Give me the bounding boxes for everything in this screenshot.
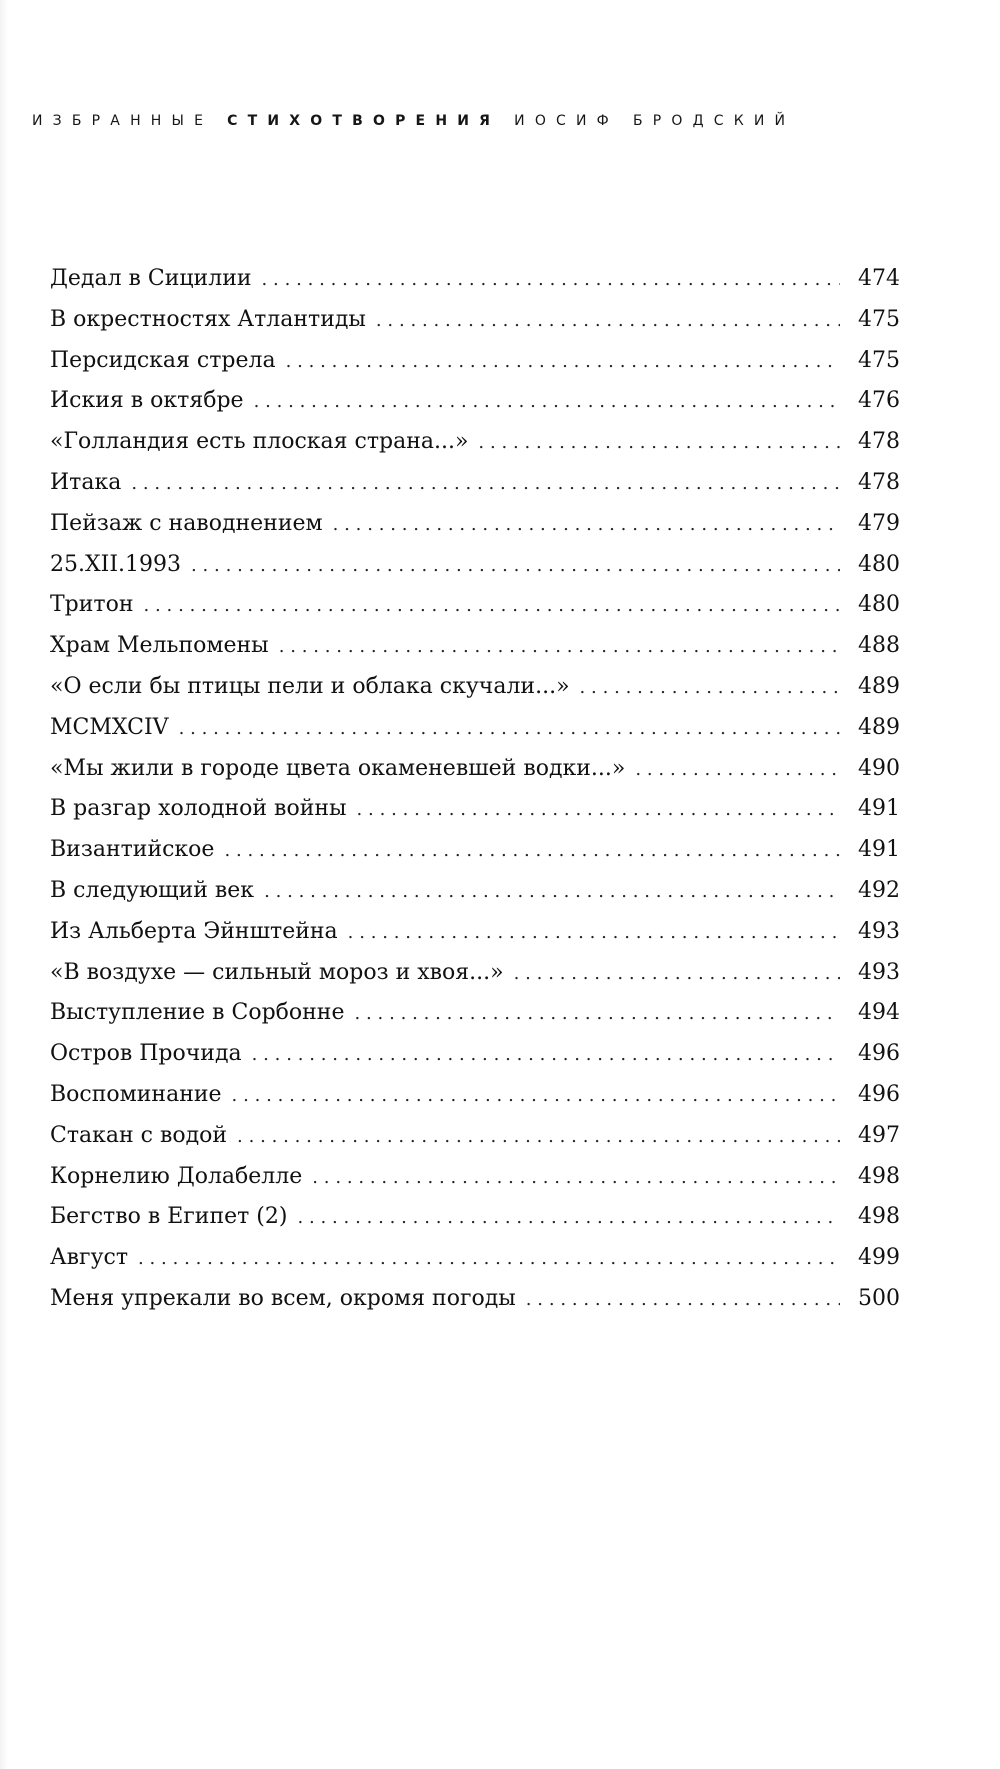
toc-leader-dots [357,790,840,831]
toc-entry [50,953,900,994]
toc-entry-title: Остров Прочида [50,1041,242,1067]
running-head [32,109,932,133]
toc-entry [50,912,900,953]
running-head-author-first: ИОСИФ [514,113,619,129]
toc-entry-title: Воспоминание [50,1081,222,1107]
toc-entry [50,1034,900,1075]
toc-entry-page: 497 [858,1122,900,1148]
toc-leader-dots [297,1198,840,1239]
toc-leader-dots [526,1280,840,1321]
toc-entry [50,341,900,382]
toc-entry [50,993,900,1034]
toc-entry-page: 496 [858,1081,900,1107]
toc-leader-dots [262,260,840,301]
toc-leader-dots [237,1117,840,1158]
toc-leader-dots [191,546,840,587]
toc-entry [50,300,900,341]
toc-entry [50,1116,900,1157]
toc-entry-title: 25.XII.1993 [50,551,182,577]
toc-entry-page: 493 [858,918,900,944]
toc-entry-page: 491 [858,796,900,822]
toc-entry-title: Стакан с водой [50,1122,228,1148]
toc-entry [50,830,900,871]
toc-entry-title: Корнелию Долабелле [50,1163,303,1189]
toc-leader-dots [279,627,840,668]
toc-leader-dots [376,301,840,342]
toc-entry-page: 478 [858,469,900,495]
toc-entry-page: 480 [858,592,900,618]
toc-entry-title: Дедал в Сицилии [50,266,252,291]
toc-entry-title: Храм Мельпомены [50,633,269,659]
toc-entry-page: 491 [858,837,900,863]
toc-entry-title: Византийское [50,837,215,863]
toc-leader-dots [232,1076,840,1117]
toc-entry-page: 500 [858,1285,900,1311]
toc-entry [50,504,900,545]
toc-entry-title: Пейзаж с наводнением [50,510,323,536]
toc-entry-page: 488 [858,633,900,659]
table-of-contents [50,259,900,1320]
toc-entry-title: «Мы жили в городе цвета окаменевшей водки...» [50,755,626,781]
toc-leader-dots [333,505,840,546]
toc-leader-dots [144,586,841,627]
running-head-collection: ИЗБРАННЫЕ [32,113,214,129]
toc-entry-title: Тритон [50,592,134,618]
toc-entry-title: «В воздухе — сильный мороз и хвоя...» [50,959,504,985]
toc-entry-title: «Голландия есть плоская страна...» [50,429,469,455]
toc-leader-dots [224,831,840,872]
toc-leader-dots [264,872,840,913]
toc-leader-dots [138,1239,840,1280]
toc-leader-dots [254,382,840,423]
toc-entry-title: Август [50,1245,129,1271]
toc-leader-dots [580,668,840,709]
toc-leader-dots [179,709,840,750]
toc-entry-page: 476 [858,388,900,414]
toc-entry-page: 479 [858,510,900,536]
toc-leader-dots [131,464,840,505]
toc-entry-page: 475 [858,306,900,332]
toc-leader-dots [252,1035,840,1076]
toc-entry [50,1238,900,1279]
toc-entry [50,1075,900,1116]
toc-entry-title: Из Альберта Эйнштейна [50,918,338,944]
toc-entry-page: 489 [858,714,900,740]
toc-entry [50,463,900,504]
toc-entry-page: 496 [858,1041,900,1067]
toc-entry-title: Бегство в Египет (2) [50,1204,288,1230]
toc-entry [50,749,900,790]
toc-entry [50,585,900,626]
toc-entry [50,667,900,708]
toc-leader-dots [514,954,840,995]
toc-entry [50,626,900,667]
toc-entry [50,789,900,830]
toc-entry-page: 493 [858,959,900,985]
toc-entry-page: 498 [858,1204,900,1230]
toc-leader-dots [355,994,841,1035]
toc-entry [50,422,900,463]
toc-entry-page: 498 [858,1163,900,1189]
toc-leader-dots [286,342,840,383]
toc-entry-title: Иския в октябре [50,388,244,414]
toc-entry [50,545,900,586]
toc-entry [50,1197,900,1238]
toc-leader-dots [635,750,840,791]
toc-entry [50,1279,900,1320]
toc-leader-dots [312,1158,840,1199]
toc-entry [50,708,900,749]
toc-entry-title: «О если бы птицы пели и облака скучали...» [50,673,570,699]
toc-entry-page: 499 [858,1245,900,1271]
toc-entry [50,381,900,422]
toc-leader-dots [348,913,840,954]
toc-entry-page: 474 [858,266,900,291]
toc-entry-title: Выступление в Сорбонне [50,1000,345,1026]
toc-entry-page: 490 [858,755,900,781]
toc-entry-title: В окрестностях Атлантиды [50,306,366,332]
toc-entry-page: 492 [858,877,900,903]
toc-entry-page: 480 [858,551,900,577]
toc-entry-page: 475 [858,347,900,373]
toc-entry-title: MCMXCIV [50,714,169,740]
scan-edge-shadow [0,0,8,1769]
toc-entry [50,259,900,300]
toc-entry [50,1157,900,1198]
toc-entry-page: 489 [858,673,900,699]
toc-entry-title: Меня упрекали во всем, окромя погоды [50,1285,516,1311]
toc-leader-dots [478,423,840,464]
toc-entry [50,871,900,912]
running-head-author-last: БРОДСКИЙ [632,113,796,129]
toc-entry-title: Итака [50,469,122,495]
toc-entry-title: Персидская стрела [50,347,276,373]
running-head-title: СТИХОТВОРЕНИЯ [227,113,501,129]
toc-entry-page: 478 [858,429,900,455]
toc-entry-title: В разгар холодной войны [50,796,347,822]
toc-entry-page: 494 [858,1000,900,1026]
toc-entry-title: В следующий век [50,877,255,903]
